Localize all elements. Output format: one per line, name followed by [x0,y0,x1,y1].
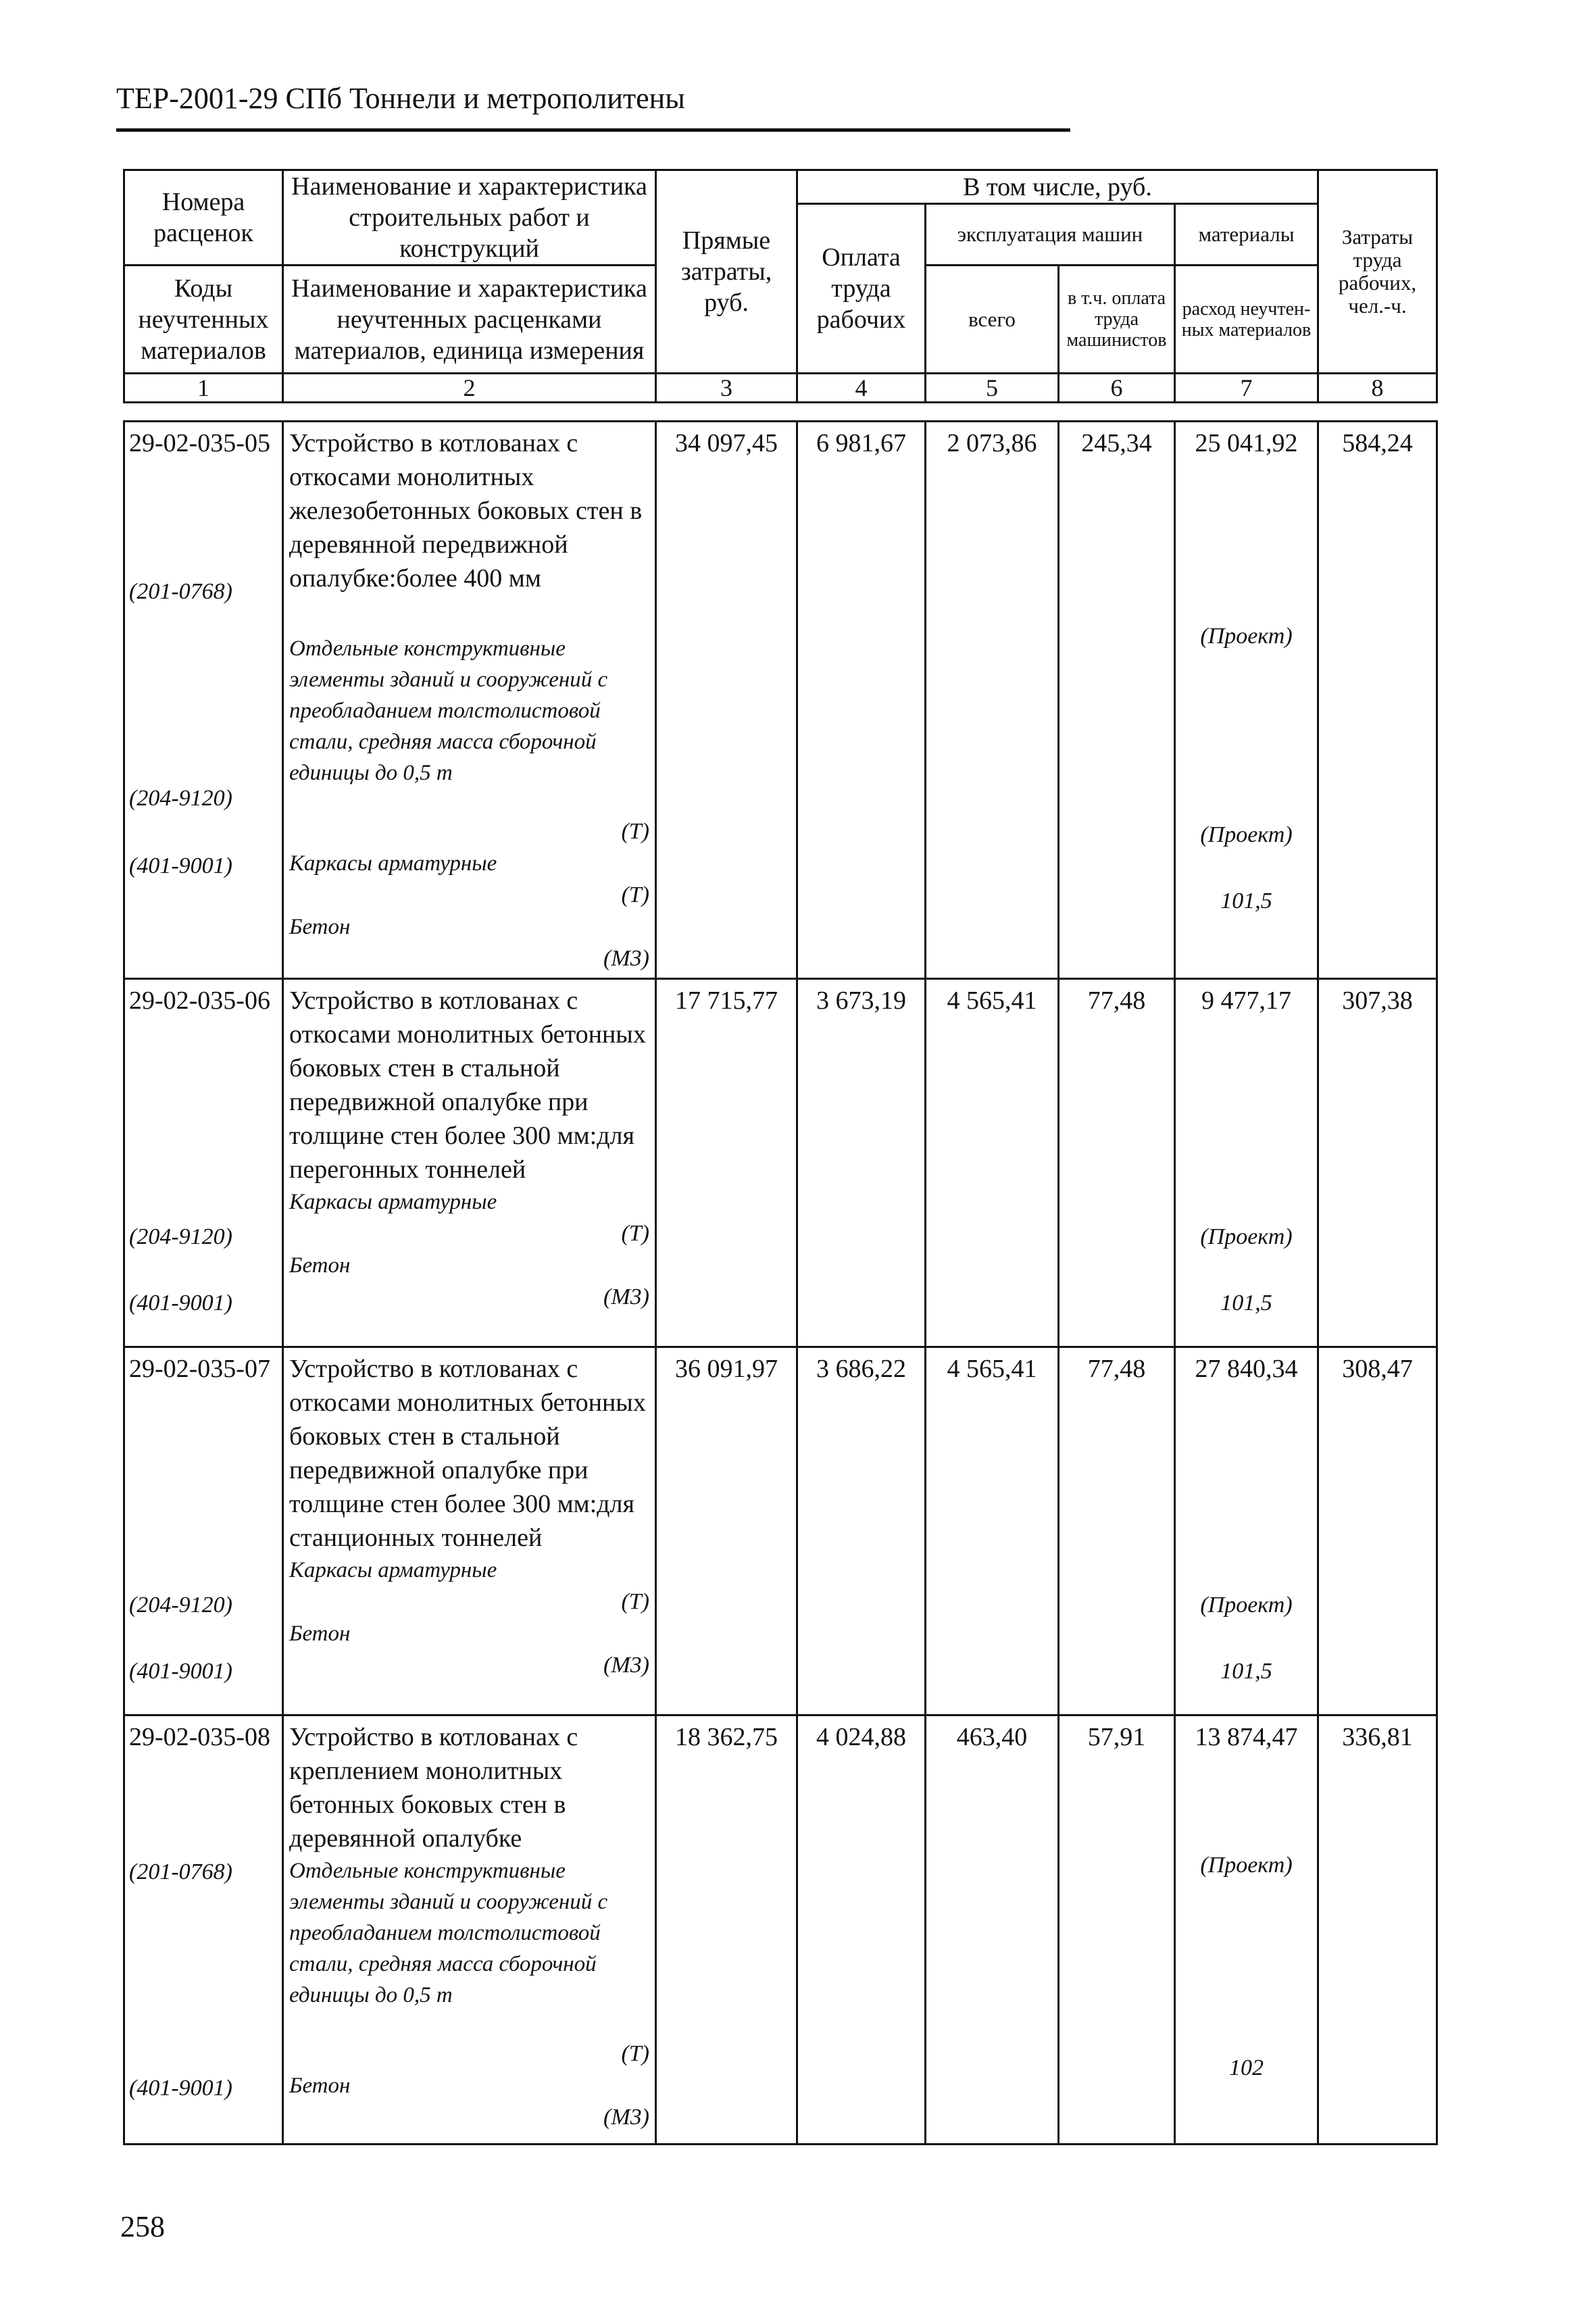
table-row [124,979,1437,1347]
work-description-cell [283,1347,656,1715]
material-name: Бетон [289,915,351,939]
work-description: Устройство в котлованах с откосами монолитных бетонных боковых стен в стальной передвижной опалубке при толщине стен более 300 мм:для перегонных тоннелей [289,986,646,1184]
header-machines: эксплуатация машин [926,204,1175,266]
materials-cost: 9 477,17 [1201,986,1291,1015]
material-name: Бетон [289,1253,351,1278]
rate-code: 29-02-035-07 [129,1355,270,1383]
header-col6: в т.ч. оплата труда машинистов [1059,266,1175,374]
material-unit: (Т) [621,882,649,907]
rate-code: 29-02-035-08 [129,1723,270,1751]
labor-hours: 308,47 [1318,1347,1437,1715]
column-number: 4 [797,374,926,403]
direct-cost: 36 091,97 [656,1347,797,1715]
header-col3: Прямые затраты, руб. [656,170,797,374]
direct-cost: 34 097,45 [656,422,797,979]
material-unit: (М3) [603,2105,649,2130]
machinists-pay: 77,48 [1059,979,1175,1347]
work-description-cell [283,1715,656,2145]
material-amount: 101,5 [1220,888,1272,913]
rate-code: 29-02-035-05 [129,429,270,457]
material-code: (201-0768) [129,579,232,604]
machines-total: 4 565,41 [926,1347,1059,1715]
materials-cost: 25 041,92 [1195,429,1298,457]
work-description-cell [283,979,656,1347]
material-amount: (Проект) [1200,822,1293,847]
column-number: 2 [283,374,656,403]
header-col1-bottom: Коды неучтенных материалов [124,266,283,374]
rate-code-cell [124,979,283,1347]
column-number: 3 [656,374,797,403]
materials-cost: 27 840,34 [1195,1355,1298,1383]
rate-code-cell [124,422,283,979]
labor-pay: 6 981,67 [797,422,926,979]
material-code: (401-9001) [129,1290,232,1315]
material-code: (204-9120) [129,786,232,811]
header-col7: расход неучтен-ных материалов [1175,266,1318,374]
column-number: 8 [1318,374,1437,403]
header-materials: материалы [1175,204,1318,266]
header-col1-top: Номера расценок [124,170,283,266]
machinists-pay: 245,34 [1059,422,1175,979]
material-name: Отдельные конструктивные элементы зданий и сооружений с преобладанием толстолистовой стали, средняя масса сборочной единицы до 0,5 т [289,636,608,785]
material-code: (204-9120) [129,1593,232,1618]
rate-code-cell [124,1347,283,1715]
material-amount: 102 [1229,2055,1264,2080]
work-description: Устройство в котлованах с откосами монолитных железобетонных боковых стен в деревянной передвижной опалубке:более 400 мм [289,429,643,593]
page-title: ТЕР-2001-29 СПб Тоннели и метрополитены [116,82,685,115]
direct-cost: 17 715,77 [656,979,797,1347]
header-col5: всего [926,266,1059,374]
labor-pay: 3 673,19 [797,979,926,1347]
labor-hours: 584,24 [1318,422,1437,979]
material-name: Каркасы арматурные [289,1190,497,1214]
labor-pay: 3 686,22 [797,1347,926,1715]
material-code: (401-9001) [129,1659,232,1684]
page-number: 258 [120,2210,165,2243]
material-unit: (Т) [621,1221,649,1246]
column-number: 1 [124,374,283,403]
header-col2-bottom: Наименование и характеристика неучтенных расценками материалов, единица измерения [283,266,656,374]
labor-hours: 336,81 [1318,1715,1437,2145]
material-name: Бетон [289,1622,351,1646]
machinists-pay: 57,91 [1059,1715,1175,2145]
labor-hours: 307,38 [1318,979,1437,1347]
material-name: Каркасы арматурные [289,1558,497,1582]
table-row [124,1715,1437,2145]
column-number: 7 [1175,374,1318,403]
material-unit: (М3) [603,946,649,971]
material-unit: (Т) [621,819,649,844]
work-description: Устройство в котлованах с откосами монолитных бетонных боковых стен в стальной передвижной опалубке при толщине стен более 300 мм:для станционных тоннелей [289,1355,646,1552]
header-group: В том числе, руб. [797,170,1318,204]
materials-cost: 13 874,47 [1195,1723,1298,1751]
header-col4: Оплата труда рабочих [797,204,926,374]
work-description: Устройство в котлованах с креплением монолитных бетонных боковых стен в деревянной опалубке [289,1723,578,1853]
column-number: 6 [1059,374,1175,403]
material-unit: (Т) [621,1589,649,1614]
table-row [124,422,1437,979]
material-amount: (Проект) [1200,1593,1293,1618]
table-row [124,1347,1437,1715]
machinists-pay: 77,48 [1059,1347,1175,1715]
material-code: (401-9001) [129,2076,232,2101]
material-name: Отдельные конструктивные элементы зданий и сооружений с преобладанием толстолистовой стали, средняя масса сборочной единицы до 0,5 т [289,1859,608,2007]
material-name: Каркасы арматурные [289,851,497,876]
materials-cell [1175,422,1318,979]
rate-code-cell [124,1715,283,2145]
material-amount: 101,5 [1220,1290,1272,1315]
direct-cost: 18 362,75 [656,1715,797,2145]
rate-code: 29-02-035-06 [129,986,270,1015]
materials-cell [1175,1347,1318,1715]
table-header [123,169,1438,403]
work-description-cell [283,422,656,979]
title-underline [116,128,1070,132]
machines-total: 463,40 [926,1715,1059,2145]
material-amount: (Проект) [1200,1224,1293,1249]
header-col2-top: Наименование и характеристика строительных работ и конструкций [283,170,656,266]
machines-total: 2 073,86 [926,422,1059,979]
material-unit: (М3) [603,1284,649,1309]
column-number: 5 [926,374,1059,403]
machines-total: 4 565,41 [926,979,1059,1347]
material-code: (204-9120) [129,1224,232,1249]
material-code: (201-0768) [129,1859,232,1884]
column-number-row [124,374,1437,403]
material-unit: (Т) [621,2041,649,2066]
material-name: Бетон [289,2074,351,2098]
material-amount: (Проект) [1200,624,1293,649]
materials-cell [1175,1715,1318,2145]
material-amount: 101,5 [1220,1659,1272,1684]
material-code: (401-9001) [129,853,232,878]
rates-table [123,420,1438,2145]
header-col8: Затраты труда рабочих, чел.-ч. [1318,170,1437,374]
material-amount: (Проект) [1200,1853,1293,1878]
materials-cell [1175,979,1318,1347]
material-unit: (М3) [603,1653,649,1678]
labor-pay: 4 024,88 [797,1715,926,2145]
